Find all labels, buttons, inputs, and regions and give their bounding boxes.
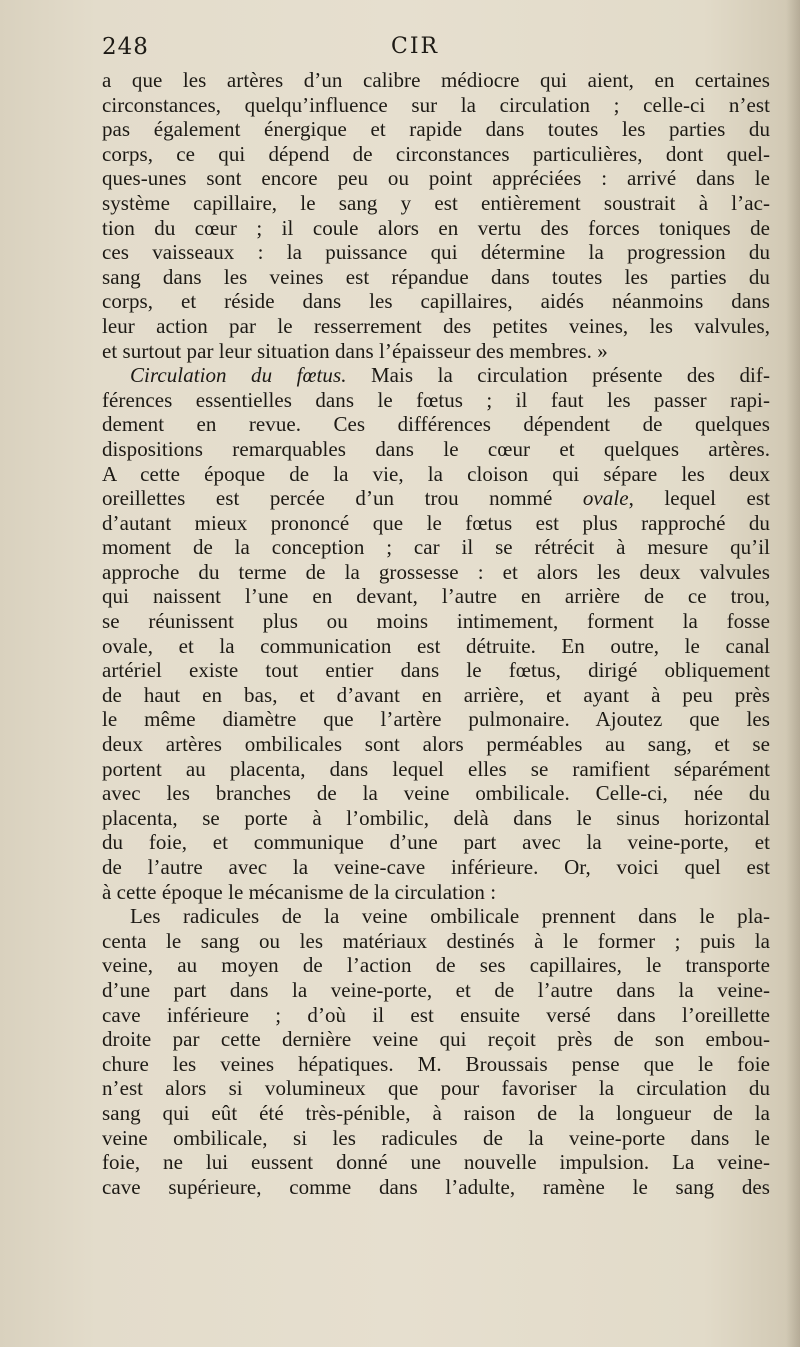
text-line-with-italic — [102, 486, 770, 511]
text-line: de l’autre avec la veine-cave inférieure. Or, voici quel est — [102, 855, 770, 879]
text-line: dispositions remarquables dans le cœur et quelques artères. — [102, 436, 770, 461]
text-line: corps, et réside dans les capillaires, aidés néanmoins dans — [102, 289, 770, 314]
text-line: Les radicules de la veine ombilicale prennent dans le pla- — [130, 904, 770, 929]
text-line: d’une part dans la veine-porte, et de l’autre dans la veine- — [102, 977, 770, 1002]
text-line: cave supérieure, comme dans l’adulte, ramène le sang des — [102, 1174, 770, 1199]
text-line: droite par cette dernière veine qui reçoit près de son embou- — [102, 1027, 770, 1052]
text-line: corps, ce qui dépend de circonstances particulières, dont quel- — [102, 141, 770, 166]
text-line: deux artères ombilicales sont alors perméables au sang, et se — [102, 732, 770, 757]
text-line: veine, au moyen de l’action de ses capillaires, le transporte — [102, 953, 770, 978]
text-line: système capillaire, le sang y est entièrement soustrait à l’ac- — [102, 190, 770, 215]
text-line: de haut en bas, et d’avant en arrière, et ayant à peu près — [102, 682, 770, 707]
text-line: A cette époque de la vie, la cloison qui sépare les deux — [102, 461, 770, 486]
text-line: se réunissent plus ou moins intimement, forment la fosse — [102, 609, 770, 634]
italic-term-ovale: ovale — [582, 486, 629, 511]
text-line: chure les veines hépatiques. M. Broussais pense que le foie — [102, 1051, 770, 1076]
text-line: à cette époque le mécanisme de la circulation : — [102, 879, 497, 904]
text-line: artériel existe tout entier dans le fœtus, dirigé obliquement — [102, 658, 770, 683]
text-segment: , lequel est — [628, 486, 770, 511]
body-text — [102, 68, 770, 1199]
text-line: le même diamètre que l’artère pulmonaire. Ajoutez que les — [102, 707, 770, 732]
text-line: et surtout par leur situation dans l’épaisseur des membres. » — [102, 338, 608, 363]
text-segment: Mais la circulation présente des dif- — [370, 363, 770, 388]
text-line: n’est alors si volumineux que pour favoriser la circulation du — [102, 1076, 770, 1101]
text-line: cave inférieure ; d’où il est ensuite versé dans l’oreillette — [102, 1002, 770, 1027]
text-line: ces vaisseaux : la puissance qui détermine la progression du — [102, 240, 770, 265]
text-line: a que les artères d’un calibre médiocre qui aient, en certaines — [102, 68, 770, 92]
text-line: sang qui eût été très-pénible, à raison de la longueur de la — [102, 1100, 770, 1125]
page-number: 248 — [102, 34, 149, 60]
text-line: placenta, se porte à l’ombilic, delà dans le sinus horizontal — [102, 805, 770, 830]
text-line: approche du terme de la grossesse : et alors les deux valvules — [102, 559, 770, 584]
text-line: férences essentielles dans le fœtus ; il faut les passer rapi- — [102, 387, 770, 412]
text-line: leur action par le resserrement des petites veines, les valvules, — [102, 313, 770, 338]
text-segment: oreillettes est percée d’un trou nommé — [102, 486, 553, 511]
text-line: foie, ne lui eussent donné une nouvelle impulsion. La veine- — [102, 1150, 770, 1175]
text-line: avec les branches de la veine ombilicale. Celle-ci, née du — [102, 781, 770, 806]
running-head — [102, 34, 770, 68]
section-heading-circulation-du-foetus: Circulation du fœtus. — [130, 363, 347, 388]
text-line: ques-unes sont encore peu ou point appréciées : arrivé dans le — [102, 166, 770, 191]
text-line: ovale, et la communication est détruite. En outre, le canal — [102, 633, 770, 658]
text-line-with-heading — [102, 363, 770, 388]
text-line: centa le sang ou les matériaux destinés à le former ; puis la — [102, 928, 770, 953]
text-line: sang dans les veines est répandue dans toutes les parties du — [102, 264, 770, 289]
text-line: pas également énergique et rapide dans toutes les parties du — [102, 117, 770, 142]
text-line: moment de la conception ; car il se rétrécit à mesure qu’il — [102, 535, 770, 560]
text-line: du foie, et communique d’une part avec la veine-porte, et — [102, 830, 770, 855]
text-line: veine ombilicale, si les radicules de la veine-porte dans le — [102, 1125, 770, 1150]
text-line: dement en revue. Ces différences dépendent de quelques — [102, 412, 770, 437]
section-title: CIR — [391, 34, 440, 59]
text-line: circonstances, quelqu’influence sur la circulation ; celle-ci n’est — [102, 92, 770, 117]
text-line: portent au placenta, dans lequel elles se ramifient séparément — [102, 756, 770, 781]
text-line: d’autant mieux prononcé que le fœtus est plus rapproché du — [102, 510, 770, 535]
text-line: tion du cœur ; il coule alors en vertu des forces toniques de — [102, 215, 770, 240]
text-line: qui naissent l’une en devant, l’autre en arrière de ce trou, — [102, 584, 770, 609]
